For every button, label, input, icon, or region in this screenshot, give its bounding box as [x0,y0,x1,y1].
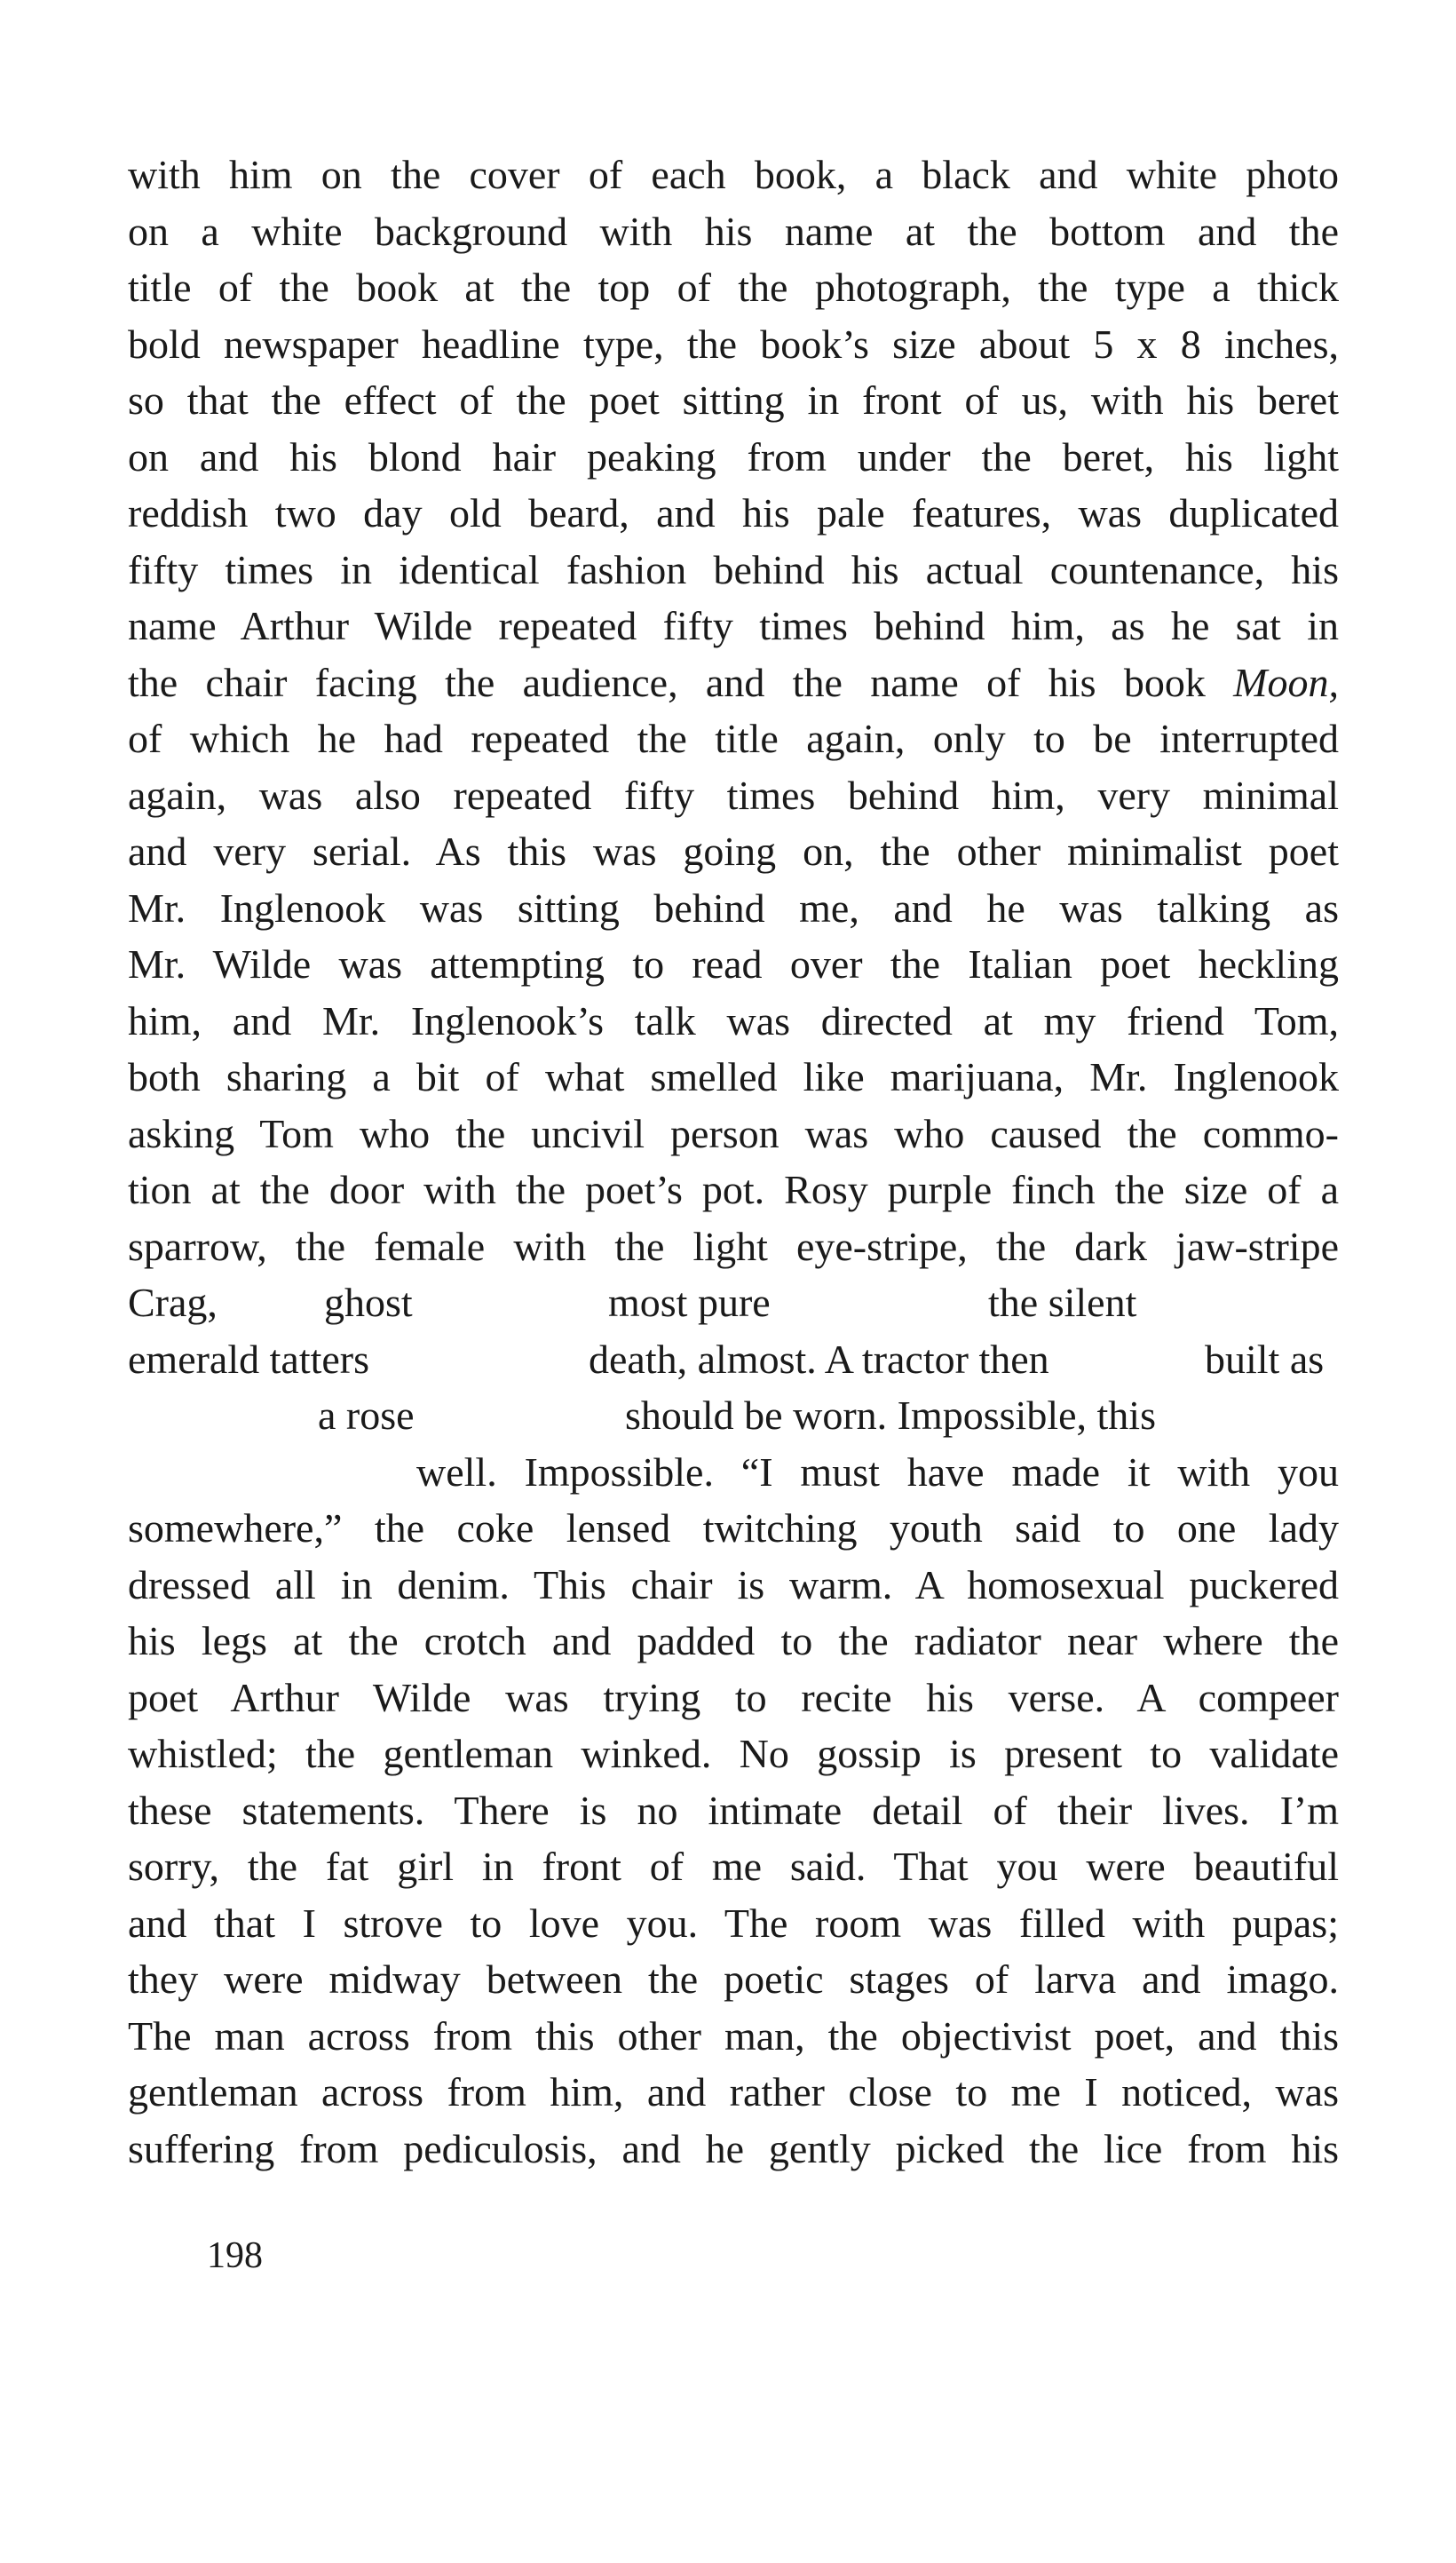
text-line: poet Arthur Wilde was trying to recite his verse. A compeer [128,1674,1339,1720]
text-line: and very serial. As this was going on, the other minimalist poet [128,829,1339,874]
text-line: they were midway between the poetic stages of larva and imago. [128,1956,1339,2002]
text-line: and that I strove to love you. The room was filled with pupas; [128,1900,1339,1946]
text-line: gentleman across from him, and rather close to me I noticed, was [128,2069,1339,2115]
book-title-moon: Moon, [1233,659,1339,705]
fragment: Crag, [128,1280,218,1325]
text-line-with-title [128,655,1339,711]
text-line: Mr. Wilde was attempting to read over the Italian poet heckling [128,941,1339,987]
fragment: ghost [324,1280,413,1325]
text-line: again, was also repeated fifty times behind him, very minimal [128,772,1339,818]
page-number: 198 [207,2235,263,2276]
text-line: fifty times in identical fashion behind his actual countenance, his [128,546,1339,592]
text-line: whistled; the gentleman winked. No gossip is present to validate [128,1731,1339,1776]
fragment: should be worn. Impossible, this [625,1393,1156,1438]
indented-line: well. Impossible. “I must have made it with you [416,1448,1339,1495]
text-line: The man across from this other man, the objectivist poet, and this [128,2012,1339,2059]
fragment: a rose [318,1393,415,1438]
text-line: sparrow, the female with the light eye-stripe, the dark jaw-stripe [128,1223,1339,1269]
text-line: tion at the door with the poet’s pot. Rosy purple finch the size of a [128,1167,1339,1212]
text-line: reddish two day old beard, and his pale features, was duplicated [128,490,1339,536]
scattered-line-2 [128,1331,1339,1388]
fragment: the silent [988,1280,1137,1325]
body-text [128,147,1339,2177]
line-text: the chair facing the audience, and the name of his book [128,659,1234,705]
text-line: these statements. There is no intimate detail of their lives. I’m [128,1787,1339,1833]
text-line: of which he had repeated the title again, only to be interrupted [128,716,1339,761]
text-line: title of the book at the top of the photograph, the type a thick [128,265,1339,310]
text-line: on a white background with his name at the bottom and the [128,208,1339,254]
scattered-line-1 [128,1274,1339,1331]
text-line: sorry, the fat girl in front of me said. That you were beautiful [128,1844,1339,1889]
text-line: somewhere,” the coke lensed twitching youth said to one lady [128,1505,1339,1551]
fragment: most pure [608,1280,771,1325]
text-line: suffering from pediculosis, and he gently picked the lice from his [128,2125,1339,2171]
text-line: on and his blond hair peaking from under the beret, his light [128,433,1339,480]
text-line: him, and Mr. Inglenook’s talk was directed at my friend Tom, [128,997,1339,1043]
text-line: with him on the cover of each book, a black and white photo [128,152,1339,197]
fragment: death, almost. A tractor then [589,1336,1049,1382]
text-line: asking Tom who the uncivil person was who caused the commo- [128,1110,1339,1156]
text-line: his legs at the crotch and padded to the radiator near where the [128,1618,1339,1663]
fragment: built as [1205,1336,1325,1382]
scattered-line-3 [128,1387,1339,1444]
text-line: bold newspaper headline type, the book’s size about 5 x 8 inches, [128,321,1339,367]
text-line: so that the effect of the poet sitting in front of us, with his beret [128,377,1339,423]
text-line: name Arthur Wilde repeated fifty times behind him, as he sat in [128,603,1339,648]
fragment: emerald tatters [128,1336,370,1382]
text-line: Mr. Inglenook was sitting behind me, and he was talking as [128,885,1339,931]
text-line: both sharing a bit of what smelled like marijuana, Mr. Inglenook [128,1054,1339,1099]
text-line: dressed all in denim. This chair is warm. A homosexual puckered [128,1561,1339,1607]
